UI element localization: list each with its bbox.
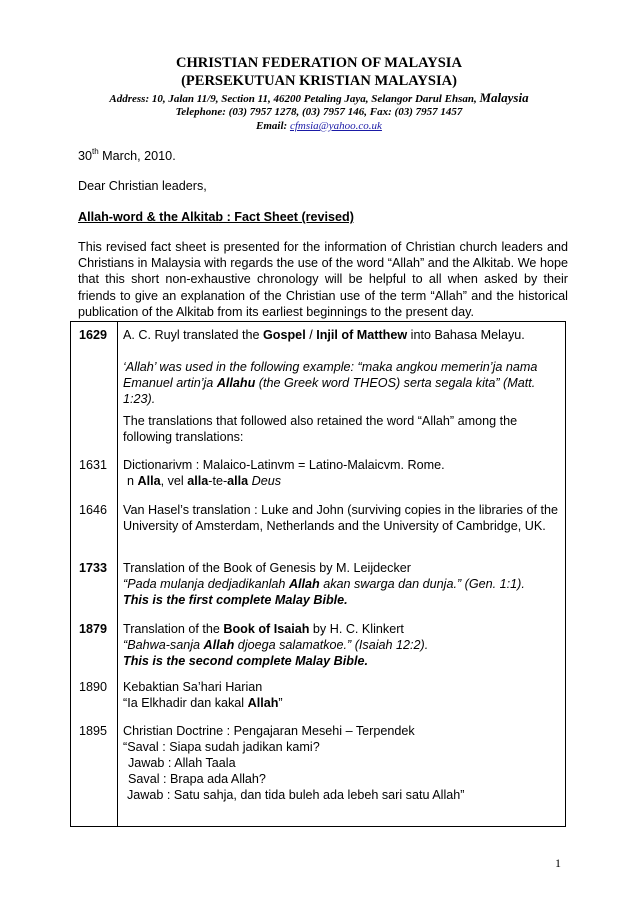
org-name-alt: (PERSEKUTUAN KRISTIAN MALAYSIA) <box>181 73 457 89</box>
e1629-text-e: into Bahasa Melayu. <box>407 328 525 342</box>
entry-1733-line2 <box>123 576 559 592</box>
e1629-gospel: Gospel <box>263 328 306 342</box>
telephone-line: Telephone: (03) 7957 1278, (03) 7957 146, Fax: (03) 7957 1457 <box>175 106 463 118</box>
e1629-example-c: (the Greek word THEOS) serta segala kita” (Matt. 1:23). <box>123 376 536 406</box>
entry-1890-line1: Kebaktian Sa’hari Harian <box>123 680 263 694</box>
e1629-slash: / <box>305 328 317 342</box>
e1631-deus: Deus <box>248 474 282 488</box>
e1631-vel: , vel <box>160 474 188 488</box>
chronology-table <box>70 321 566 827</box>
table-column-divider <box>117 322 118 826</box>
entry-1629-example <box>123 359 559 407</box>
year-1879: 1879 <box>79 622 108 636</box>
address-text: Address: 10, Jalan 11/9, Section 11, 46200 Petaling Jaya, Selangor Darul Ehsan, <box>109 93 477 105</box>
entry-1895-line5: Jawab : Satu sahja, dan tida buleh ada lebeh sari satu Allah” <box>127 788 465 802</box>
email-link[interactable]: cfmsia@yahoo.co.uk <box>289 120 382 132</box>
date-suffix: th <box>92 147 99 156</box>
e1631-n: n <box>127 474 138 488</box>
e1631-alla1: Alla <box>137 474 161 488</box>
year-1646: 1646 <box>79 503 108 517</box>
entry-1646-text: Van Hasel’s translation : Luke and John (surviving copies in the libraries of the University of Amsterdam, Netherlands and the University of Cambridge, UK. <box>123 503 558 533</box>
e1879-quote-a: “Bahwa-sanja <box>123 638 204 652</box>
year-1733: 1733 <box>79 561 108 575</box>
email-line <box>0 120 638 133</box>
entry-1879-line1 <box>123 621 559 637</box>
e1629-injil: Injil of Matthew <box>316 328 408 342</box>
address-line <box>0 91 638 106</box>
entry-1733-line1: Translation of the Book of Genesis by M. Leijdecker <box>123 561 411 575</box>
e1879-quote-c: djoega salamatkoe.” (Isaiah 12:2). <box>234 638 429 652</box>
entry-1631-line1: Dictionarivm : Malaico-Latinvm = Latino-Malaicvm. Rome. <box>123 458 445 472</box>
entry-1879-note: This is the second complete Malay Bible. <box>123 654 368 668</box>
entry-1890-line2 <box>123 695 559 711</box>
org-name: CHRISTIAN FEDERATION OF MALAYSIA <box>176 55 462 71</box>
e1629-text-a: A. C. Ruyl translated the <box>123 328 263 342</box>
intro-paragraph: This revised fact sheet is presented for the information of Christian church leaders and Christians in Malaysia with regards the use of the word “Allah” and the Alkitab. We hope that this short non-exhaustive chronology will be helpful to all when asked by their friends to give an explanation of the Christian use of the term “Allah” and the historical publication of the Alkitab from its earliest beginnings to the present day. <box>78 240 568 319</box>
e1629-allahu: Allahu <box>216 376 256 390</box>
e1733-quote-c: akan swarga dan dunja.” (Gen. 1:1). <box>319 577 525 591</box>
entry-1629-note: The translations that followed also retained the word “Allah” among the following translations: <box>123 414 518 444</box>
entry-1879-line2 <box>123 637 559 653</box>
entry-1895-line4: Saval : Brapa ada Allah? <box>128 772 266 786</box>
e1631-alla2: alla <box>187 474 209 488</box>
e1890-quote-c: ” <box>278 696 283 710</box>
subject-heading: Allah-word & the Alkitab : Fact Sheet (revised) <box>78 210 354 224</box>
year-1890: 1890 <box>79 680 108 694</box>
address-country: Malaysia <box>479 90 529 105</box>
e1631-alla3: alla <box>227 474 249 488</box>
e1631-te: -te- <box>208 474 228 488</box>
e1879-text-a: Translation of the <box>123 622 224 636</box>
e1890-quote-a: “Ia Elkhadir dan kakal <box>123 696 248 710</box>
letter-date <box>78 148 176 164</box>
date-rest: March, 2010. <box>98 149 176 163</box>
year-1895: 1895 <box>79 724 108 738</box>
e1879-isaiah: Book of Isaiah <box>223 622 310 636</box>
e1629-example-a: ‘Allah’ was used in the following example: “maka angkou memerin’ja nama Emanuel artin’ja <box>123 360 538 390</box>
year-1631: 1631 <box>79 458 108 472</box>
email-label: Email: <box>256 120 288 132</box>
e1733-quote-a: “Pada mulanja dedjadikanlah <box>123 577 289 591</box>
entry-1895-line3: Jawab : Allah Taala <box>128 756 236 770</box>
page-number: 1 <box>555 856 561 870</box>
e1733-allah: Allah <box>288 577 320 591</box>
e1879-text-c: by H. C. Klinkert <box>309 622 404 636</box>
year-1629: 1629 <box>79 328 108 342</box>
date-day: 30 <box>78 149 93 163</box>
entry-1631-line2 <box>123 473 563 489</box>
e1890-allah: Allah <box>247 696 279 710</box>
salutation: Dear Christian leaders, <box>78 179 207 193</box>
entry-1895-line2: “Saval : Siapa sudah jadikan kami? <box>123 740 320 754</box>
e1879-allah: Allah <box>203 638 235 652</box>
entry-1629-line1 <box>123 327 559 343</box>
entry-1895-line1: Christian Doctrine : Pengajaran Mesehi – Terpendek <box>123 724 415 738</box>
entry-1733-note: This is the first complete Malay Bible. <box>123 593 348 607</box>
